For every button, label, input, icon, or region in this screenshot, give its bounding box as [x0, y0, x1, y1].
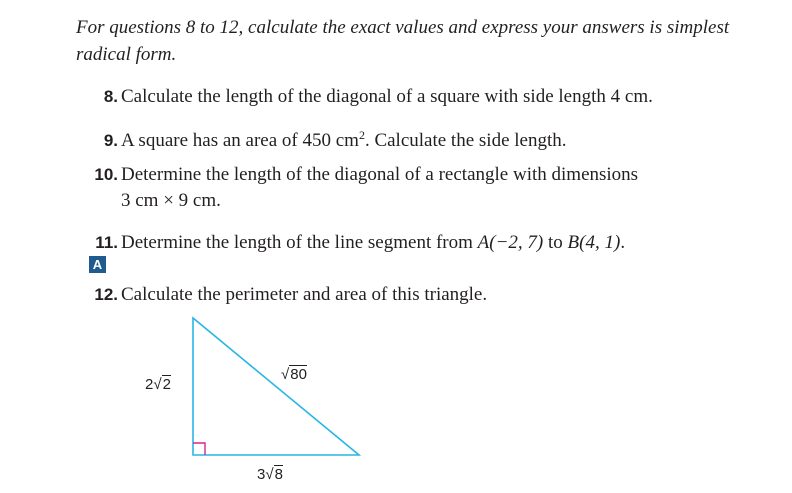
question-number: 11.	[95, 233, 118, 252]
application-badge: A	[89, 256, 106, 273]
question-text: Determine the length of the diagonal of a rectangle with dimensions	[121, 164, 639, 185]
question-number: 12.	[94, 285, 118, 304]
bottom-side-coefficient: 3	[257, 466, 266, 483]
question-text: Calculate the length of the diagonal of a square with side length 4 cm.	[121, 86, 653, 107]
question-text: Determine the length of the line segment from	[121, 232, 478, 253]
question-number: 9.	[103, 131, 118, 150]
bottom-side-label	[257, 466, 283, 483]
bottom-side-radicand: 8	[274, 466, 283, 483]
question-text: A square has an area of 450 cm	[121, 130, 359, 151]
question-text-mid: to	[543, 232, 568, 253]
hypotenuse-label	[281, 366, 307, 383]
hypotenuse-radicand: 80	[290, 366, 307, 383]
question-text-end: .	[620, 232, 626, 253]
sqrt-symbol: √	[265, 466, 274, 483]
left-side-label	[145, 376, 171, 393]
superscript: 2	[358, 128, 365, 142]
sqrt-symbol: √	[281, 366, 290, 383]
point-b: B(4, 1)	[567, 232, 621, 253]
question-number: 8.	[103, 87, 118, 106]
point-a: A(−2, 7)	[477, 232, 544, 253]
left-side-radicand: 2	[162, 376, 171, 393]
question-number: 10.	[94, 165, 118, 184]
left-side-coefficient: 2	[145, 376, 154, 393]
instructions: For questions 8 to 12, calculate the exact values and express your answers is simplest radical form.	[76, 17, 730, 65]
question-text-continued: 3 cm × 9 cm.	[121, 190, 221, 211]
sqrt-symbol: √	[153, 376, 162, 393]
triangle-shape	[193, 318, 359, 455]
right-angle-marker	[193, 443, 205, 455]
question-text: Calculate the perimeter and area of this triangle.	[121, 284, 488, 305]
question-text-end: . Calculate the side length.	[364, 130, 567, 151]
